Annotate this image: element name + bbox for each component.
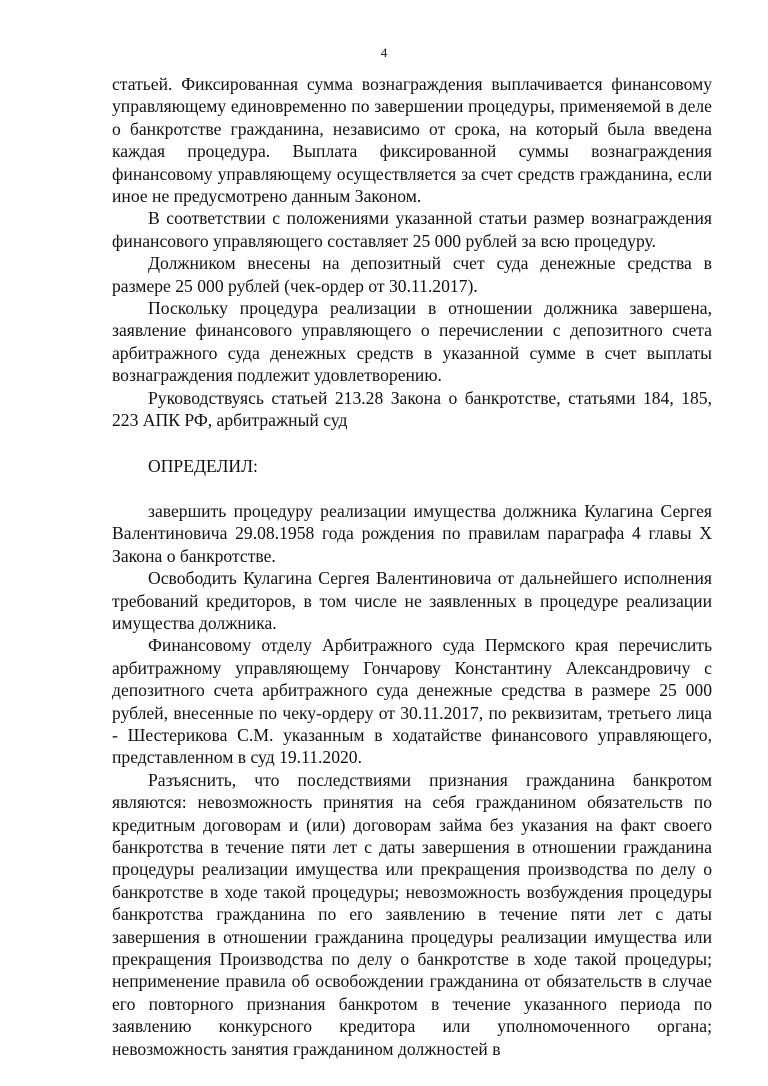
- paragraph-deposit: Должником внесены на депозитный счет суда денежные средства в размере 25 000 рублей (чек-ордер от 30.11.2017).: [112, 253, 712, 296]
- paragraph-payment-grounds: Поскольку процедура реализации в отношении должника завершена, заявление финансового управляющего о перечислении с депозитного счета арбитражного суда денежных средств в указанной сумме в счет выплаты вознаграждения подлежит удовлетворению.: [112, 298, 712, 386]
- ruling-heading: ОПРЕДЕЛИЛ:: [148, 455, 258, 476]
- paragraph-fee-amount: В соответствии с положениями указанной статьи размер вознаграждения финансового управляющего составляет 25 000 рублей за всю процедуру.: [112, 208, 712, 251]
- paragraph-release-debtor: Освободить Кулагина Сергея Валентиновича от дальнейшего исполнения требований кредиторов, в том числе не заявленных в процедуре реализации имущества должника.: [112, 568, 712, 633]
- spacer: [112, 432, 712, 455]
- paragraph-transfer-funds: Финансовому отделу Арбитражного суда Пермского края перечислить арбитражному управляющему Гончарову Константину Александровичу с депозитного счета арбитражного суда денежные средства в размере 25 000 рублей, внесенные по чеку-ордеру от 30.11.2017, по реквизитам, третьего лица - Шестерикова С.М. указанным в ходатайстве финансового управляющего, представленном в суд 19.11.2020.: [112, 635, 712, 768]
- document-body: [112, 73, 712, 1060]
- paragraph-legal-basis: Руководствуясь статьей 213.28 Закона о банкротстве, статьями 184, 185, 223 АПК РФ, арбитражный суд: [112, 387, 712, 431]
- paragraph-consequences: Разъяснить, что последствиями признания гражданина банкротом являются: невозможность принятия на себя гражданином обязательств по кредитным договорам и (или) договорам займа без указания на факт своего банкротства в течение пяти лет с даты завершения в отношении гражданина процедуры реализации имущества или прекращения производства по делу о банкротстве в ходе такой процедуры; невозможность возбуждения процедуры банкротства гражданина по его заявлению в течение пяти лет с даты завершения в отношении гражданина процедуры реализации имущества или прекращения Производства по делу о банкротстве в ходе такой процедуры; неприменение правила об освобождении гражданина от обязательств в случае его повторного признания банкротом в течение указанного периода по заявлению конкурсного кредитора или уполномоченного органа; невозможность занятия гражданином должностей в: [112, 769, 712, 1059]
- page-number: 4: [380, 45, 388, 60]
- paragraph-fee-continuation: статьей. Фиксированная сумма вознаграждения выплачивается финансовому управляющему единовременно по завершении процедуры, применяемой в деле о банкротстве гражданина, независимо от срока, на который была введена каждая процедура. Выплата фиксированной суммы вознаграждения финансовому управляющему осуществляется за счет средств гражданина, если иное не предусмотрено данным Законом.: [112, 74, 712, 207]
- spacer: [112, 477, 712, 500]
- paragraph-complete-procedure: завершить процедуру реализации имущества должника Кулагина Сергея Валентиновича 29.08.1958 года рождения по правилам параграфа 4 главы X Закона о банкротстве.: [112, 500, 712, 566]
